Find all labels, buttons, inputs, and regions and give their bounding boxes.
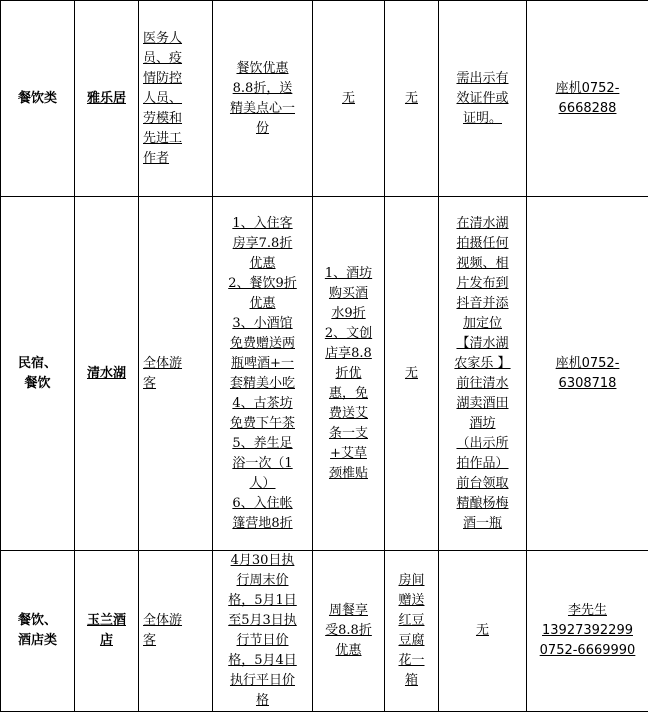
cell-text-line: 瓶啤酒+一 bbox=[231, 355, 294, 371]
offer-cell bbox=[213, 197, 313, 551]
cell-text-line: 抖音并添 bbox=[456, 295, 509, 311]
cell-text-line: 餐饮 bbox=[24, 375, 51, 391]
cell-text-line: 无 bbox=[475, 623, 489, 638]
cell-text-line: 至5月3日执 bbox=[228, 613, 297, 628]
cell-text-line: 医务人 bbox=[143, 30, 183, 46]
cell-text-line: 餐饮类 bbox=[17, 90, 57, 106]
cell-text-line: 客 bbox=[143, 375, 157, 391]
cell-text-line: 6668288 bbox=[558, 100, 617, 116]
cell-text-line: 酒坊 bbox=[469, 415, 496, 431]
cell-text-line: 全体游 bbox=[143, 355, 183, 371]
other-offer-cell bbox=[313, 197, 385, 551]
cell-text-line: 人员、 bbox=[143, 90, 183, 106]
cell-text-line: 篷营地8折 bbox=[232, 515, 293, 531]
cell-text-line: 片发布到 bbox=[456, 275, 509, 291]
contact-cell bbox=[527, 1, 648, 197]
cell-text-line: 视频、相 bbox=[456, 255, 509, 271]
category-cell bbox=[1, 1, 75, 197]
audience-cell bbox=[139, 551, 213, 712]
cell-text-line: 套精美小吃 bbox=[229, 375, 295, 391]
cell-text-line: 6308718 bbox=[558, 375, 617, 391]
cell-text-line: 先进工 bbox=[143, 130, 183, 146]
gift-cell bbox=[385, 551, 439, 712]
cell-text-line: 颈椎贴 bbox=[328, 465, 368, 481]
cell-text-line: 免费赠送两 bbox=[229, 335, 295, 351]
table-row bbox=[1, 1, 648, 197]
cell-text-line: 座机0752- bbox=[555, 80, 620, 96]
cell-text-line: 2、文创 bbox=[324, 325, 373, 341]
cell-text-line: 店享8.8 bbox=[325, 345, 372, 361]
cell-text-line: 无 bbox=[404, 90, 418, 106]
cell-text-line: 豆腐 bbox=[398, 633, 425, 648]
cell-text-line: 酒店类 bbox=[17, 633, 57, 648]
cell-text-line: 客 bbox=[143, 633, 157, 648]
cell-text-line: 无 bbox=[341, 90, 355, 106]
cell-text-line: 劳模和 bbox=[143, 110, 183, 126]
cell-text-line: 证明。 bbox=[462, 110, 502, 126]
cell-text-line: 折优 bbox=[335, 365, 362, 381]
cell-text-line: 3、小酒馆 bbox=[232, 315, 293, 331]
cell-text-line: 清水湖 bbox=[86, 365, 126, 381]
cell-text-line: 0752-6669990 bbox=[539, 643, 636, 658]
cell-text-line: 无 bbox=[404, 365, 418, 381]
cell-text-line: 精酿杨梅 bbox=[456, 495, 509, 511]
cell-text-line: 受8.8折 bbox=[325, 623, 372, 638]
cell-text-line: 拍摄任何 bbox=[456, 235, 509, 251]
cell-text-line: 执行平日价 bbox=[229, 673, 295, 688]
cell-text-line: 前台领取 bbox=[456, 475, 509, 491]
venue-name-cell bbox=[75, 551, 139, 712]
cell-text-line: 湖卖酒田 bbox=[456, 395, 509, 411]
gift-cell bbox=[385, 1, 439, 197]
contact-cell bbox=[527, 551, 648, 712]
offer-cell bbox=[213, 1, 313, 197]
cell-text-line: 座机0752- bbox=[555, 355, 620, 371]
category-cell bbox=[1, 551, 75, 712]
cell-text-line: 格，5月1日 bbox=[228, 593, 297, 608]
cell-text-line: 拍作品） bbox=[456, 455, 509, 471]
cell-text-line: 李先生 bbox=[567, 603, 607, 618]
audience-cell bbox=[139, 1, 213, 197]
contact-cell bbox=[527, 197, 648, 551]
cell-text-line: 周餐享 bbox=[328, 603, 368, 618]
cell-text-line: 在清水湖 bbox=[456, 215, 509, 231]
cell-text-line: 雅乐居 bbox=[86, 90, 126, 106]
category-cell bbox=[1, 197, 75, 551]
cell-text-line: 优惠 bbox=[249, 295, 276, 311]
table-row bbox=[1, 197, 648, 551]
cell-text-line: 精美点心一 bbox=[229, 100, 295, 116]
cell-text-line: 优惠 bbox=[335, 643, 362, 658]
cell-text-line: 农家乐 】 bbox=[454, 355, 511, 371]
cell-text-line: 加定位 bbox=[462, 315, 502, 331]
cell-text-line: 浴一次（1 bbox=[232, 455, 293, 471]
cell-text-line: 人） bbox=[249, 475, 276, 491]
cell-text-line: 【清水湖 bbox=[456, 335, 509, 351]
cell-text-line: 8.8折，送 bbox=[232, 80, 293, 96]
cell-text-line: 水9折 bbox=[331, 305, 366, 321]
cell-text-line: 行周末价 bbox=[236, 573, 289, 588]
other-offer-cell bbox=[313, 1, 385, 197]
cell-text-line: 效证件或 bbox=[456, 90, 509, 106]
cell-text-line: 格，5月4日 bbox=[228, 653, 297, 668]
cell-text-line: 花一 bbox=[398, 653, 425, 668]
cell-text-line: 条一支 bbox=[328, 425, 368, 441]
cell-text-line: +艾草 bbox=[330, 445, 367, 461]
offer-cell bbox=[213, 551, 313, 712]
cell-text-line: 需出示有 bbox=[456, 70, 509, 86]
requirement-cell bbox=[439, 551, 527, 712]
cell-text-line: 箱 bbox=[404, 673, 418, 688]
other-offer-cell bbox=[313, 551, 385, 712]
gift-cell bbox=[385, 197, 439, 551]
cell-text-line: 红豆 bbox=[398, 613, 425, 628]
cell-text-line: 作者 bbox=[143, 150, 170, 166]
venue-name-cell bbox=[75, 197, 139, 551]
cell-text-line: 4月30日执 bbox=[230, 553, 295, 568]
cell-text-line: 玉兰酒 bbox=[86, 613, 126, 628]
cell-text-line: 5、养生足 bbox=[232, 435, 293, 451]
requirement-cell bbox=[439, 1, 527, 197]
cell-text-line: 餐饮优惠 bbox=[236, 60, 289, 76]
requirement-cell bbox=[439, 197, 527, 551]
cell-text-line: 房间 bbox=[398, 573, 425, 588]
cell-text-line: 费送艾 bbox=[328, 405, 368, 421]
audience-cell bbox=[139, 197, 213, 551]
cell-text-line: 1、酒坊 bbox=[324, 265, 373, 281]
cell-text-line: 民宿、 bbox=[17, 355, 57, 371]
cell-text-line: 情防控 bbox=[143, 70, 183, 86]
cell-text-line: 房享7.8折 bbox=[232, 235, 293, 251]
table-row bbox=[1, 551, 648, 712]
cell-text-line: 餐饮、 bbox=[17, 613, 57, 628]
cell-text-line: 4、古茶坊 bbox=[232, 395, 293, 411]
cell-text-line: 员、疫 bbox=[143, 50, 183, 66]
cell-text-line: 免费下午茶 bbox=[229, 415, 295, 431]
venue-name-cell bbox=[75, 1, 139, 197]
cell-text-line: 6、入住帐 bbox=[232, 495, 293, 511]
cell-text-line: 格 bbox=[255, 693, 269, 708]
cell-text-line: 赠送 bbox=[398, 593, 425, 608]
cell-text-line: 行节日价 bbox=[236, 633, 289, 648]
table-body bbox=[1, 1, 648, 712]
cell-text-line: 优惠 bbox=[249, 255, 276, 271]
cell-text-line: 购买酒 bbox=[328, 285, 368, 301]
cell-text-line: 酒一瓶 bbox=[462, 515, 502, 531]
cell-text-line: 前往清水 bbox=[456, 375, 509, 391]
cell-text-line: 店 bbox=[99, 633, 113, 648]
cell-text-line: 惠，免 bbox=[328, 385, 368, 401]
cell-text-line: 2、餐饮9折 bbox=[228, 275, 297, 291]
cell-text-line: 13927392299 bbox=[542, 623, 633, 638]
cell-text-line: 全体游 bbox=[143, 613, 183, 628]
cell-text-line: 1、入住客 bbox=[232, 215, 293, 231]
cell-text-line: （出示所 bbox=[456, 435, 509, 451]
cell-text-line: 份 bbox=[255, 120, 269, 136]
